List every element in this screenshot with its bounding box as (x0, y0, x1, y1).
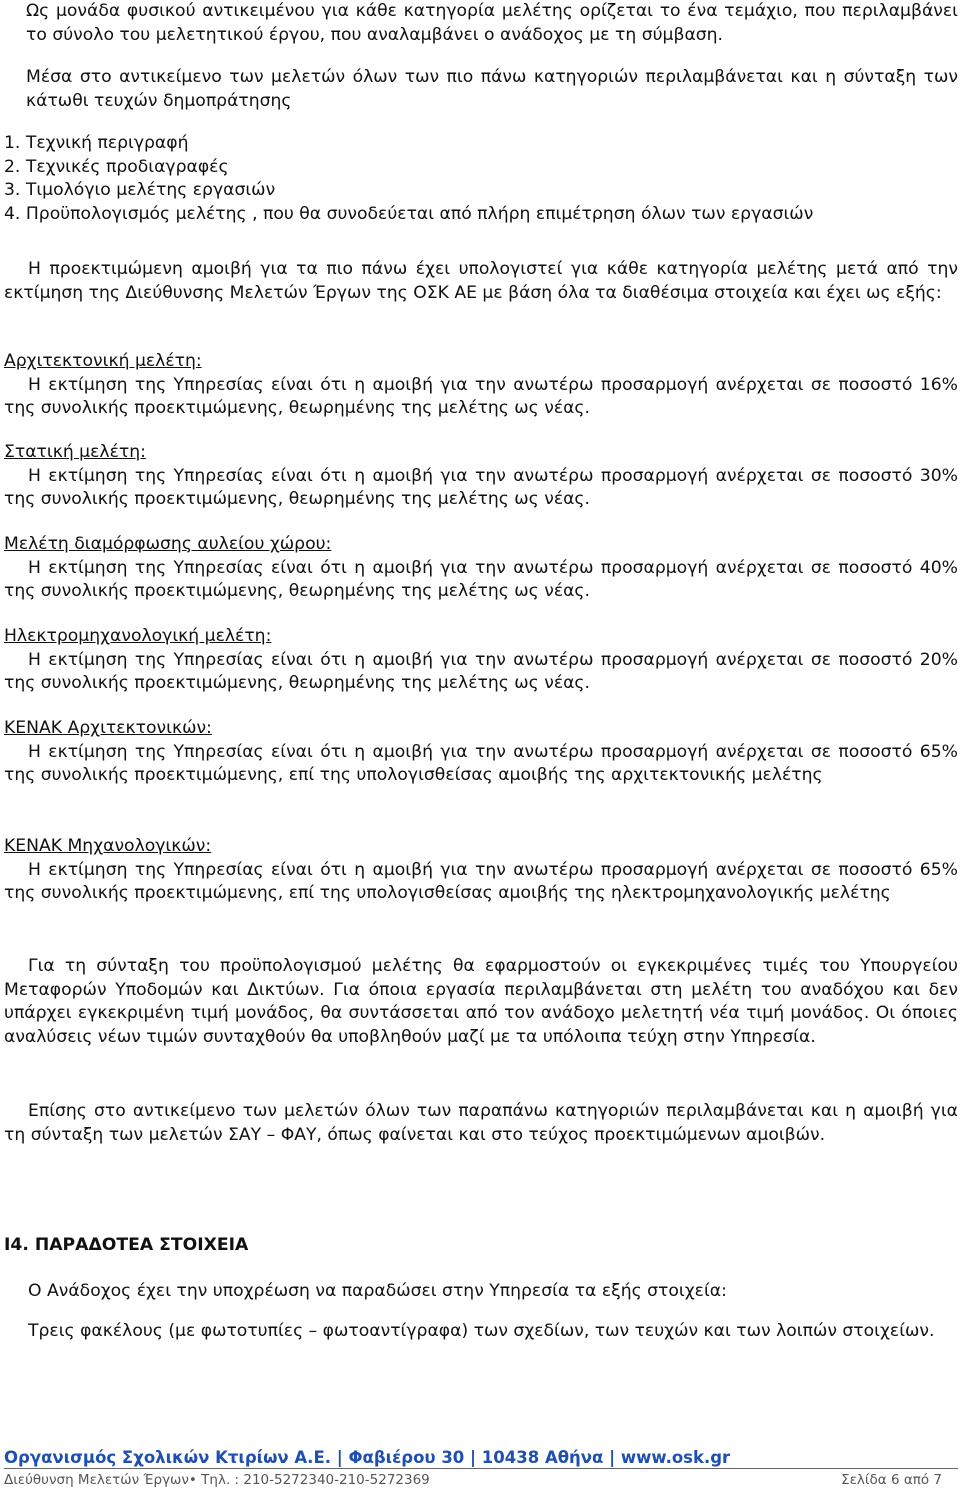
footer-organization: Οργανισμός Σχολικών Κτιρίων Α.Ε. | Φαβιέρου 30 | 10438 Αθήνα | www.osk.gr (4, 1448, 731, 1467)
estimate-intro: Η προεκτιμώμενη αμοιβή για τα πιο πάνω έχει υπολογιστεί για κάθε κατηγορία μελέτης μετά από την εκτίμηση της Διεύθυνσης Μελετών Έργων της ΟΣΚ ΑΕ με βάση όλα τα διαθέσιμα στοιχεία και έχει ως εξής: (4, 259, 958, 303)
study-title: Αρχιτεκτονική μελέτη: (4, 351, 202, 371)
footer-bottom-row (4, 1472, 958, 1488)
study-title: Ηλεκτρομηχανολογική μελέτη: (4, 626, 272, 646)
list-item: 2. Τεχνικές προδιαγραφές (4, 156, 229, 177)
say-fay-paragraph: Επίσης στο αντικείμενο των μελετών όλων των παραπάνω κατηγοριών περιλαμβάνεται και η αμοιβή για τη σύνταξη των μελετών ΣΑΥ – ΦΑΥ, όπως φαίνεται και στο τεύχος προεκτιμώμενων αμοιβών. (4, 1101, 958, 1145)
intro-paragraph-1: Ως μονάδα φυσικού αντικειμένου για κάθε κατηγορία μελέτης ορίζεται το ένα τεμάχιο, που περιλαμβάνει το σύνολο του μελετητικού έργου, που αναλαμβάνει ο ανάδοχος με τη σύμβαση. (26, 1, 958, 45)
study-text: Η εκτίμηση της Υπηρεσίας είναι ότι η αμοιβή για την ανωτέρω προσαρμογή ανέρχεται σε ποσοστό 30% της συνολικής προεκτιμώμενης, θεωρημένης της μελέτης ως νέας. (4, 465, 958, 509)
list-item: 4. Προϋπολογισμός μελέτης , που θα συνοδεύεται από πλήρη επιμέτρηση όλων των εργασιών (4, 203, 814, 224)
study-block (4, 533, 958, 604)
section-paragraph-1: Ο Ανάδοχος έχει την υποχρέωση να παραδώσει στην Υπηρεσία τα εξής στοιχεία: (28, 1281, 727, 1301)
intro-paragraph-2: Μέσα στο αντικείμενο των μελετών όλων των πιο πάνω κατηγοριών περιλαμβάνεται και η σύνταξη των κάτωθι τευχών δημοπράτησης (26, 67, 958, 111)
study-text: Η εκτίμηση της Υπηρεσίας είναι ότι η αμοιβή για την ανωτέρω προσαρμογή ανέρχεται σε ποσοστό 65% της συνολικής προεκτιμώμενης, επί της υπολογισθείσας αμοιβής της αρχιτεκτονικής μελέτης (4, 741, 958, 785)
study-text: Η εκτίμηση της Υπηρεσίας είναι ότι η αμοιβή για την ανωτέρω προσαρμογή ανέρχεται σε ποσοστό 20% της συνολικής προεκτιμώμενης, θεωρημένης της μελέτης ως νέας. (4, 649, 958, 693)
deliverables-list (4, 132, 958, 226)
footer-contact: Διεύθυνση Μελετών Έργων• Τηλ. : 210-5272340-210-5272369 (4, 1472, 430, 1488)
list-item: 1. Τεχνική περιγραφή (4, 133, 189, 153)
study-title: ΚΕΝΑΚ Αρχιτεκτονικών: (4, 718, 212, 738)
section-paragraph-2: Τρεις φακέλους (με φωτοτυπίες – φωτοαντίγραφα) των σχεδίων, των τευχών και των λοιπών στοιχείων. (28, 1321, 935, 1341)
study-block (4, 717, 958, 788)
study-text: Η εκτίμηση της Υπηρεσίας είναι ότι η αμοιβή για την ανωτέρω προσαρμογή ανέρχεται σε ποσοστό 16% της συνολικής προεκτιμώμενης, θεωρημένης της μελέτης ως νέας. (4, 374, 958, 418)
study-text: Η εκτίμηση της Υπηρεσίας είναι ότι η αμοιβή για την ανωτέρω προσαρμογή ανέρχεται σε ποσοστό 40% της συνολικής προεκτιμώμενης, θεωρημένης της μελέτης ως νέας. (4, 557, 958, 601)
study-block (4, 350, 958, 421)
study-block (4, 625, 958, 696)
study-block (4, 835, 958, 906)
budget-paragraph: Για τη σύνταξη του προϋπολογισμού μελέτης θα εφαρμοστούν οι εγκεκριμένες τιμές του Υπουργείου Μεταφορών Υποδομών και Δικτύων. Για όποια εργασία περιλαμβάνεται στη μελέτη του αναδόχου και δεν υπάρχει εγκεκριμένη τιμή μονάδος, θα συντάσσεται από τον ανάδοχο μελετητή νέα τιμή μονάδος. Οι όποιες αναλύσεις νέων τιμών συνταχθούν θα υποβληθούν μαζί με τα υπόλοιπα τεύχη στην Υπηρεσία. (4, 956, 958, 1047)
footer-divider (4, 1468, 958, 1469)
study-text: Η εκτίμηση της Υπηρεσίας είναι ότι η αμοιβή για την ανωτέρω προσαρμογή ανέρχεται σε ποσοστό 65% της συνολικής προεκτιμώμενης, επί της υπολογισθείσας αμοιβής της ηλεκτρομηχανολογικής μελέτης (4, 859, 958, 903)
study-title: ΚΕΝΑΚ Μηχανολογικών: (4, 836, 212, 856)
study-title: Μελέτη διαμόρφωσης αυλείου χώρου: (4, 534, 332, 554)
study-title: Στατική μελέτη: (4, 442, 146, 462)
page-number: Σελίδα 6 από 7 (841, 1472, 942, 1488)
section-title: Ι4. ΠΑΡΑΔΟΤΕΑ ΣΤΟΙΧΕΙΑ (4, 1235, 249, 1255)
list-item: 3. Τιμολόγιο μελέτης εργασιών (4, 180, 276, 200)
study-block (4, 441, 958, 512)
